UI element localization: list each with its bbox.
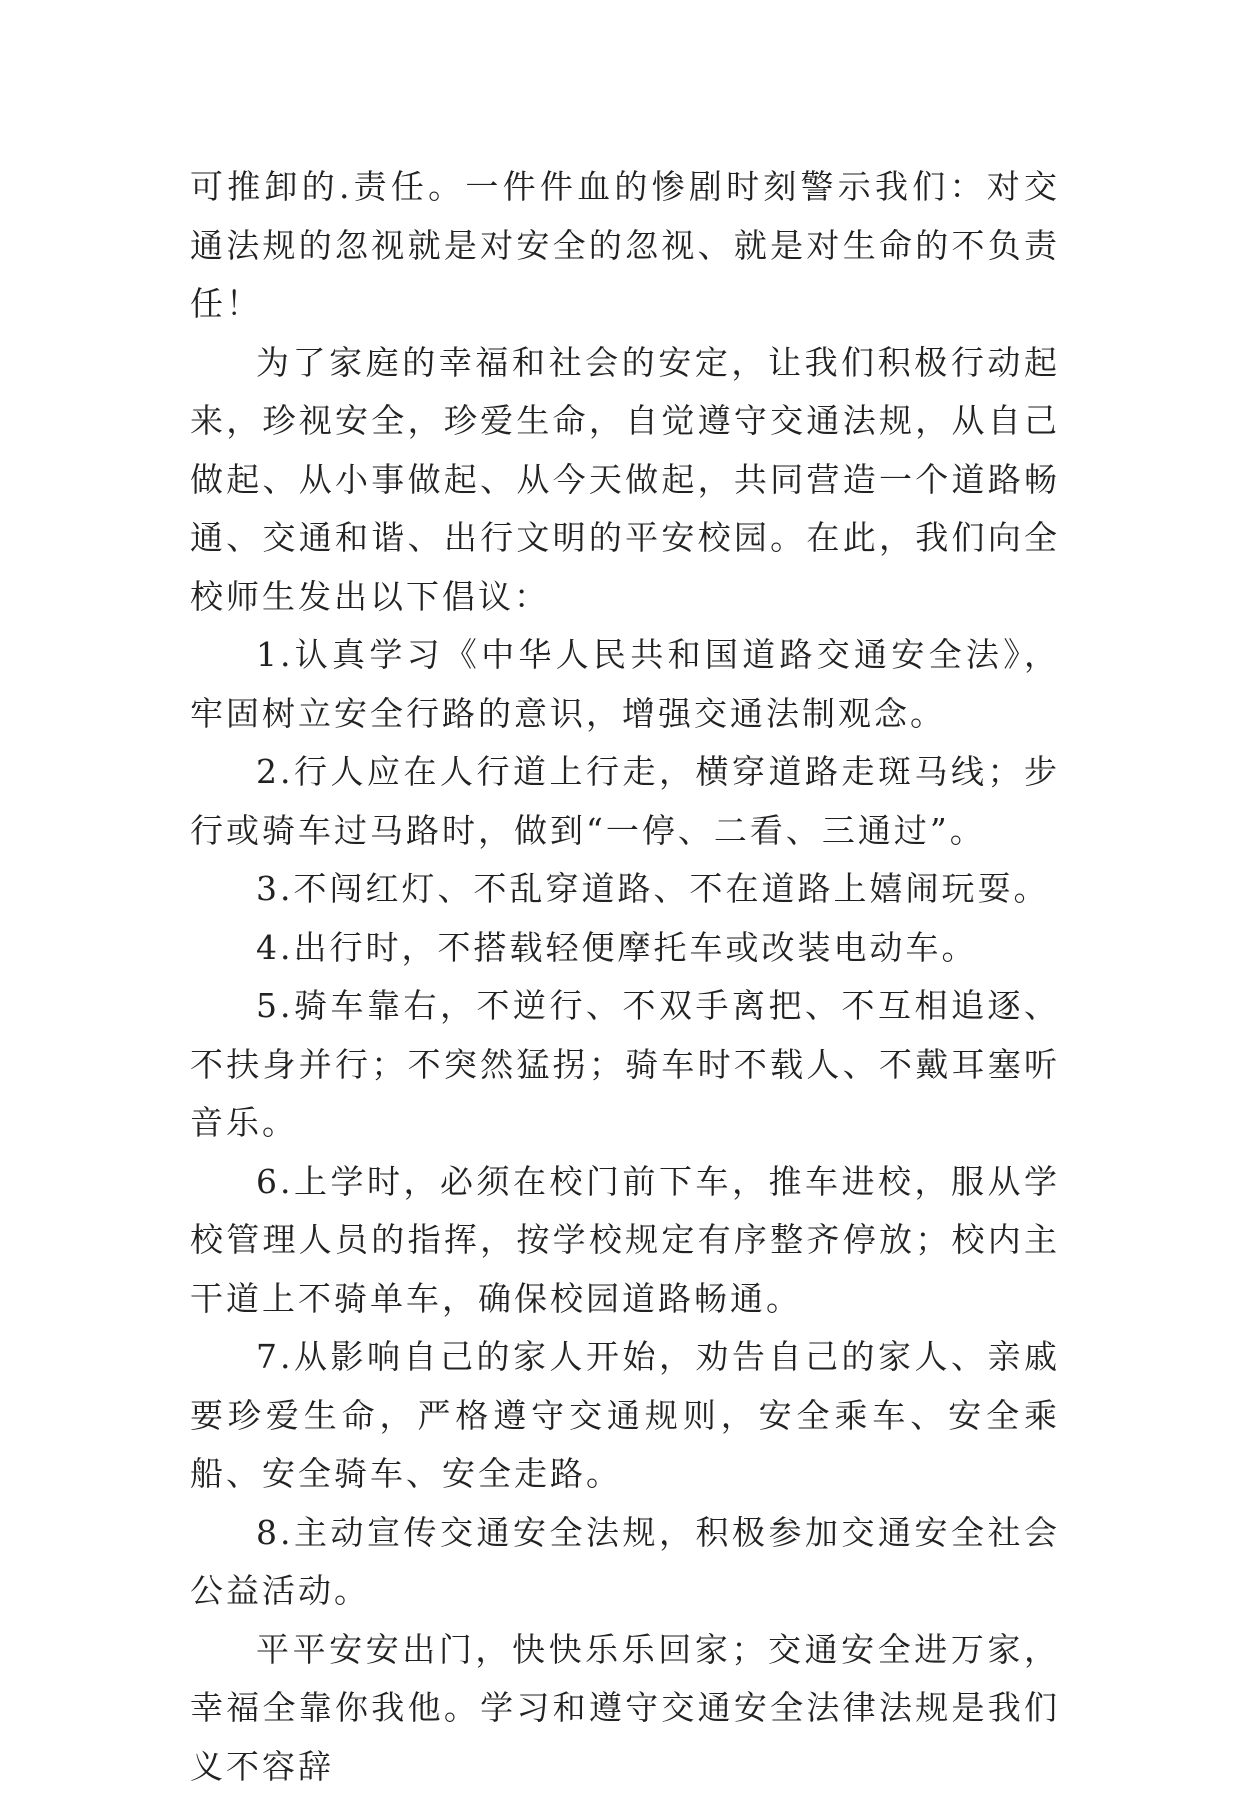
- proposal-item-4: 4.出行时，不搭载轻便摩托车或改装电动车。: [190, 919, 1060, 978]
- document-body: [190, 158, 1060, 1796]
- proposal-item-2: 2.行人应在人行道上行走，横穿道路走斑马线；步行或骑车过马路时，做到“一停、二看、三通过”。: [190, 743, 1060, 860]
- paragraph-closing: 平平安安出门，快快乐乐回家；交通安全进万家，幸福全靠你我他。学习和遵守交通安全法律法规是我们义不容辞: [190, 1621, 1060, 1796]
- paragraph-continuation: 可推卸的.责任。一件件血的惨剧时刻警示我们：对交通法规的忽视就是对安全的忽视、就是对生命的不负责任！: [190, 158, 1060, 334]
- paragraph-intro: 为了家庭的幸福和社会的安定，让我们积极行动起来，珍视安全，珍爱生命，自觉遵守交通法规，从自己做起、从小事做起、从今天做起，共同营造一个道路畅通、交通和谐、出行文明的平安校园。在此，我们向全校师生发出以下倡议：: [190, 334, 1060, 627]
- proposal-item-5: 5.骑车靠右，不逆行、不双手离把、不互相追逐、不扶身并行；不突然猛拐；骑车时不载人、不戴耳塞听音乐。: [190, 977, 1060, 1153]
- proposal-item-7: 7.从影响自己的家人开始，劝告自己的家人、亲戚要珍爱生命，严格遵守交通规则，安全乘车、安全乘船、安全骑车、安全走路。: [190, 1328, 1060, 1504]
- proposal-item-6: 6.上学时，必须在校门前下车，推车进校，服从学校管理人员的指挥，按学校规定有序整齐停放；校内主干道上不骑单车，确保校园道路畅通。: [190, 1153, 1060, 1329]
- proposal-item-1: 1.认真学习《中华人民共和国道路交通安全法》，牢固树立安全行路的意识，增强交通法制观念。: [190, 626, 1060, 743]
- proposal-item-8: 8.主动宣传交通安全法规，积极参加交通安全社会公益活动。: [190, 1504, 1060, 1621]
- proposal-item-3: 3.不闯红灯、不乱穿道路、不在道路上嬉闹玩耍。: [190, 860, 1060, 919]
